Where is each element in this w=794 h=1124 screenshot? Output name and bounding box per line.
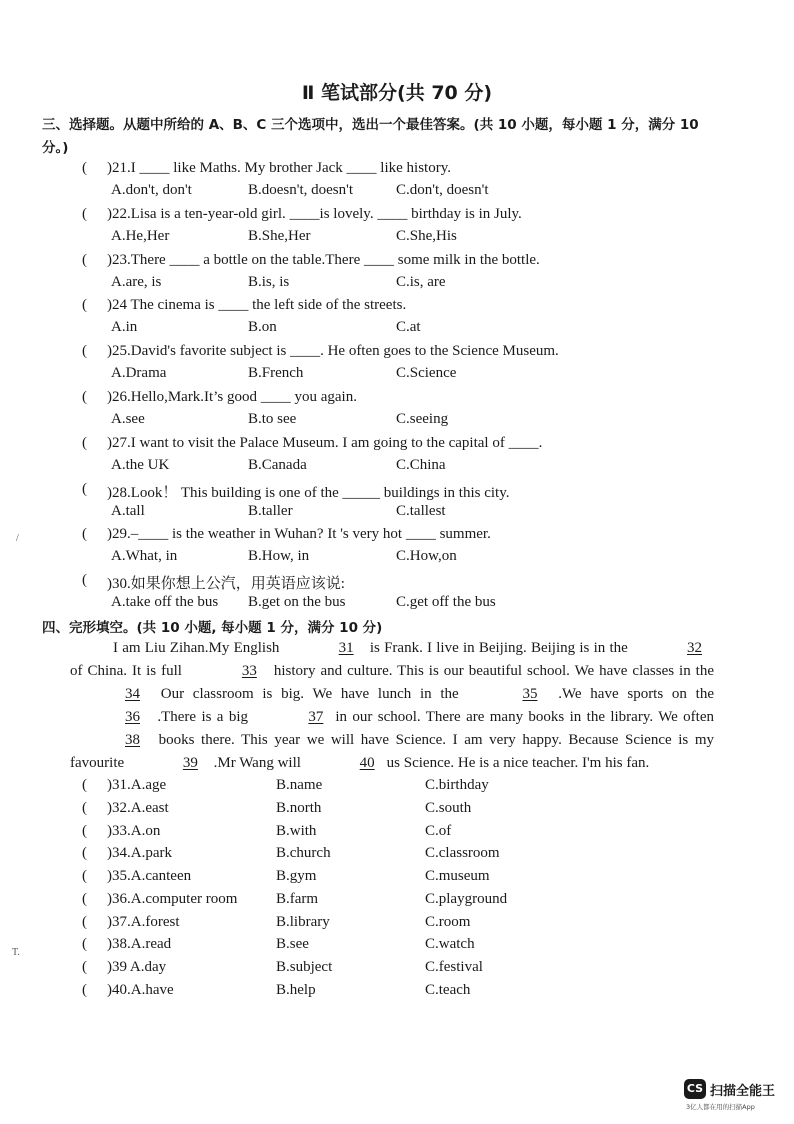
- option-c: C.don't, doesn't: [396, 182, 489, 198]
- answer-paren: (: [82, 389, 87, 405]
- option-b: B.doesn't, doesn't: [248, 182, 353, 198]
- question-stem: )40.A.have: [107, 981, 174, 998]
- question-stem: )32.A.east: [107, 799, 169, 816]
- option-c: C.playground: [425, 890, 508, 907]
- option-b: B.French: [248, 365, 304, 382]
- answer-paren: (: [82, 434, 87, 451]
- option-c: C.China: [396, 456, 446, 473]
- question-stem: )33.A.on: [107, 822, 161, 839]
- option-b: B.with: [276, 822, 317, 839]
- option-c: C.get off the bus: [396, 594, 496, 611]
- option-b: B.farm: [276, 890, 319, 907]
- margin-mark: T.: [12, 947, 20, 958]
- cloze-blank: 37: [308, 709, 324, 725]
- cloze-blank: 32: [687, 640, 702, 656]
- passage-text: I am Liu Zihan.My English: [113, 640, 284, 656]
- answer-paren: (: [82, 845, 87, 862]
- passage-text: .There is a big: [152, 709, 254, 725]
- option-a: A.tall: [111, 502, 145, 519]
- answer-paren: (: [82, 799, 87, 816]
- margin-tick: /: [16, 533, 19, 544]
- option-a: A.don't, don't: [111, 182, 192, 198]
- question-stem: )26.Hello,Mark.It’s good ____ you again.: [107, 389, 357, 405]
- option-b: B.She,Her: [248, 227, 311, 244]
- option-c: C.Science: [396, 365, 457, 382]
- answer-paren: (: [82, 959, 87, 975]
- option-b: B.taller: [248, 502, 293, 519]
- option-b: B.subject: [276, 959, 333, 975]
- option-b: B.is, is: [248, 273, 290, 290]
- option-c: C.watch: [425, 936, 475, 953]
- option-b: B.get on the bus: [248, 594, 346, 611]
- option-b: B.How, in: [248, 548, 310, 565]
- option-c: C.museum: [425, 868, 490, 884]
- option-c: C.birthday: [425, 777, 489, 793]
- option-c: C.festival: [425, 959, 483, 975]
- option-a: A.the UK: [111, 456, 170, 473]
- passage-text: .Mr Wang will: [209, 755, 305, 771]
- cloze-blank: 31: [338, 640, 354, 656]
- passage-text: Our classroom is big. We have lunch in the: [152, 686, 468, 702]
- option-c: C.teach: [425, 981, 471, 998]
- question-stem: )30.如果你想上公汽，用英语应该说:: [107, 576, 345, 593]
- option-b: B.on: [248, 319, 277, 336]
- option-c: C.How,on: [396, 548, 457, 565]
- scanner-app-name: 扫描全能王: [710, 1084, 776, 1099]
- cloze-blank: 35: [522, 686, 538, 702]
- cloze-blank: 38: [125, 732, 140, 748]
- option-c: C.She,His: [396, 227, 457, 244]
- option-c: C.is, are: [396, 273, 446, 290]
- option-c: C.seeing: [396, 411, 449, 427]
- question-stem: )25.David's favorite subject is ____. He often goes to the Science Museum.: [107, 343, 559, 360]
- cloze-blank: 34: [125, 686, 140, 702]
- passage-text: history and culture. This is our beautiful school. We have classes in the: [268, 663, 714, 679]
- section-3-heading: 三、选择题。从题中所给的 A、B、C 三个选项中，选出一个最佳答案。(共 10 小题，每小题 1 分，满分 10 分。): [42, 117, 699, 156]
- option-c: C.of: [425, 822, 452, 839]
- passage-text: .We have sports on the: [549, 686, 714, 702]
- option-a: A.are, is: [111, 273, 162, 290]
- cloze-blank: 39: [182, 755, 198, 771]
- answer-paren: (: [82, 480, 87, 497]
- option-a: A.What, in: [111, 548, 178, 565]
- question-stem: )31.A.age: [107, 777, 167, 793]
- cloze-blank: 33: [241, 663, 257, 679]
- answer-paren: (: [82, 205, 87, 222]
- passage-text: is Frank. I live in Beijing. Beijing is in the: [365, 640, 632, 656]
- question-stem: )21.I ____ like Maths. My brother Jack ____ like history.: [107, 160, 451, 176]
- passage-text: in our school. There are many books in the library. We often: [335, 709, 714, 725]
- option-b: B.gym: [276, 868, 317, 884]
- answer-paren: (: [82, 572, 87, 589]
- answer-paren: (: [82, 297, 87, 314]
- option-a: A.take off the bus: [111, 594, 219, 611]
- answer-paren: (: [82, 160, 87, 176]
- question-stem: )22.Lisa is a ten-year-old girl. ____is lovely. ____ birthday is in July.: [107, 205, 522, 222]
- question-stem: )35.A.canteen: [107, 868, 192, 884]
- option-a: A.Drama: [111, 365, 167, 382]
- question-stem: )29.–____ is the weather in Wuhan? It 's very hot ____ summer.: [107, 526, 491, 543]
- page-title: Ⅱ 笔试部分(共 70 分): [301, 82, 493, 104]
- cloze-blank: 40: [359, 755, 375, 771]
- question-stem: )24 The cinema is ____ the left side of the streets.: [107, 297, 407, 314]
- option-c: C.south: [425, 799, 472, 816]
- passage-text: us Science. He is a nice teacher. I'm his fan.: [386, 755, 650, 771]
- option-b: B.help: [276, 981, 316, 998]
- option-a: A.in: [111, 319, 138, 336]
- question-stem: )39 A.day: [107, 959, 167, 975]
- answer-paren: (: [82, 890, 87, 907]
- answer-paren: (: [82, 251, 87, 268]
- option-b: B.see: [276, 936, 309, 953]
- answer-paren: (: [82, 936, 87, 953]
- option-c: C.classroom: [425, 845, 500, 862]
- scanner-tagline: 3亿人都在用的扫描App: [686, 1103, 755, 1111]
- answer-paren: (: [82, 868, 87, 884]
- scanner-logo-icon: CS: [684, 1079, 706, 1099]
- answer-paren: (: [82, 822, 87, 839]
- question-stem: )28.Look！ This building is one of the _____ buildings in this city.: [107, 484, 510, 501]
- question-stem: )27.I want to visit the Palace Museum. I am going to the capital of ____.: [107, 434, 543, 451]
- question-stem: )36.A.computer room: [107, 890, 238, 907]
- option-b: B.name: [276, 777, 323, 793]
- option-c: C.at: [396, 319, 421, 336]
- answer-paren: (: [82, 343, 87, 360]
- question-stem: )23.There ____ a bottle on the table.There ____ some milk in the bottle.: [107, 251, 540, 268]
- section-4-heading: 四、完形填空。(共 10 小题, 每小题 1 分，满分 10 分): [42, 620, 383, 636]
- option-b: B.Canada: [248, 456, 307, 473]
- answer-paren: (: [82, 777, 87, 793]
- option-c: C.tallest: [396, 502, 446, 519]
- cloze-blank: 36: [125, 709, 140, 725]
- option-b: B.north: [276, 799, 322, 816]
- passage-text: books there. This year we will have Science. I am very happy. Because Science is my favourite: [70, 732, 714, 771]
- passage-text: of China. It is full: [70, 663, 187, 679]
- option-a: A.see: [111, 411, 145, 427]
- option-b: B.library: [276, 913, 330, 930]
- option-c: C.room: [425, 913, 471, 930]
- option-b: B.to see: [248, 411, 297, 427]
- answer-paren: (: [82, 913, 87, 930]
- question-stem: )38.A.read: [107, 936, 172, 953]
- answer-paren: (: [82, 526, 87, 543]
- question-stem: )37.A.forest: [107, 913, 180, 930]
- cloze-passage: [70, 637, 714, 775]
- option-b: B.church: [276, 845, 331, 862]
- question-stem: )34.A.park: [107, 845, 172, 862]
- answer-paren: (: [82, 981, 87, 998]
- option-a: A.He,Her: [111, 227, 170, 244]
